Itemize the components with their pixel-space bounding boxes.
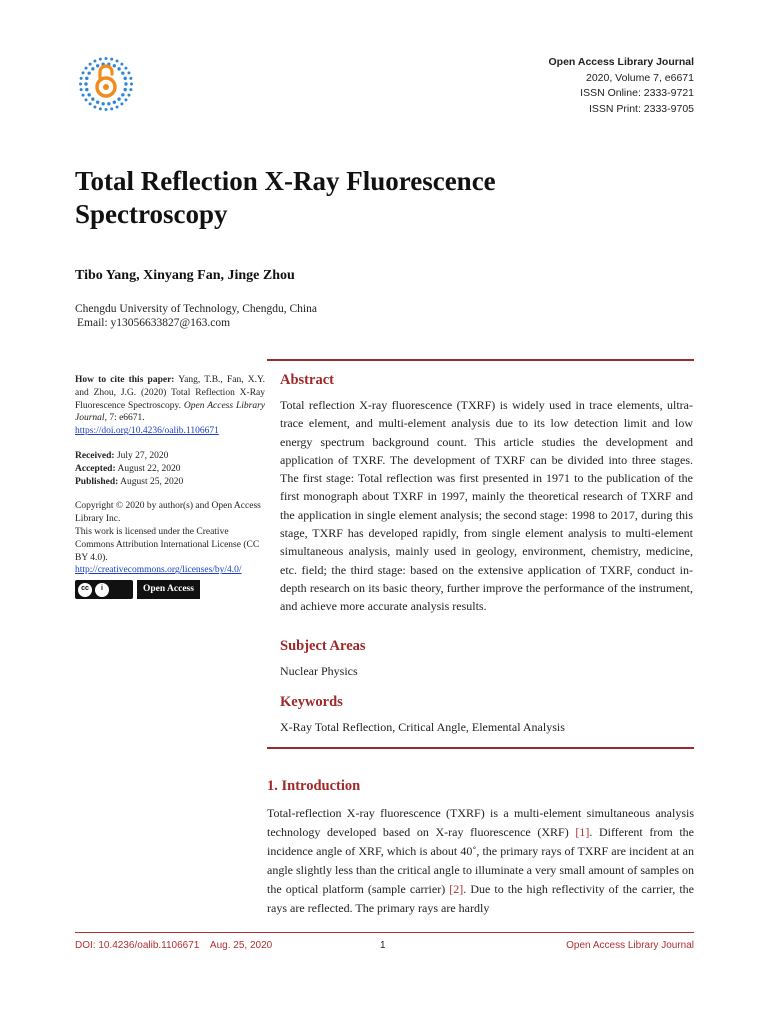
keywords-section — [280, 694, 693, 736]
footer-rule — [75, 932, 694, 933]
logo-dot — [110, 58, 113, 61]
logo-dot — [127, 94, 130, 97]
logo-dot — [87, 93, 90, 96]
logo-dot — [113, 100, 116, 103]
issn-print: ISSN Print: 2333-9705 — [588, 102, 694, 115]
logo-dot — [91, 67, 94, 70]
logo-dot — [99, 107, 102, 110]
license-block — [75, 500, 265, 599]
logo-dot — [105, 108, 108, 111]
logo-dot — [130, 83, 133, 86]
intro-part-1: Total-reflection X-ray fluorescence (TXRF) is a multi-element simultaneous analysis technology developed based on X-ray fluorescence (XRF) — [267, 806, 694, 839]
open-access-badge[interactable]: Open Access — [137, 580, 200, 599]
footer-doi: DOI: 10.4236/oalib.1106671 Aug. 25, 2020 — [75, 940, 273, 951]
paper-title: Total Reflection X-Ray Fluorescence Spectroscopy — [75, 166, 496, 229]
logo-dot — [80, 88, 83, 91]
published-date: August 25, 2020 — [118, 476, 184, 487]
license-link[interactable]: http://creativecommons.org/licenses/by/4.0/ — [75, 565, 242, 576]
logo-dot — [124, 82, 127, 85]
license-badges — [75, 580, 265, 599]
paper-authors: Tibo Yang, Xinyang Fan, Jinge Zhou — [75, 268, 295, 283]
logo-dot — [82, 94, 85, 97]
logo-dot — [85, 77, 88, 80]
logo-dot — [129, 77, 132, 80]
logo-dot — [89, 102, 92, 105]
logo-dot — [101, 102, 104, 105]
subject-areas-text: Nuclear Physics — [280, 664, 358, 678]
open-access-logo — [78, 56, 134, 112]
cite-doi-link[interactable]: https://doi.org/10.4236/oalib.1106671 — [75, 426, 219, 437]
abstract-section — [280, 372, 693, 616]
accepted-label: Accepted: — [75, 463, 116, 474]
logo-dot — [91, 97, 94, 100]
abstract-top-rule — [267, 359, 694, 361]
creative-commons-icon: cc — [78, 583, 92, 597]
keywords-text: X-Ray Total Reflection, Critical Angle, Elemental Analysis — [280, 720, 565, 734]
logo-dot — [80, 77, 83, 80]
logo-dot — [96, 64, 99, 67]
logo-dot — [121, 93, 124, 96]
attribution-icon: i — [95, 583, 109, 597]
cite-issue: , 7: e6671. — [104, 413, 145, 424]
logo-dot — [110, 107, 113, 110]
journal-name: Open Access Library Journal — [548, 56, 694, 68]
subject-areas-section — [280, 638, 693, 680]
logo-dot — [113, 64, 116, 67]
published-label: Published: — [75, 476, 119, 487]
reference-link-2[interactable]: [2] — [449, 882, 464, 896]
journal-meta — [549, 55, 695, 117]
logo-dot — [116, 105, 119, 108]
logo-dot — [127, 71, 130, 74]
abstract-heading: Abstract — [280, 372, 334, 388]
logo-dot — [99, 58, 102, 61]
introduction-text — [267, 804, 694, 918]
cc-by-badge[interactable] — [75, 580, 133, 599]
reference-link-1[interactable]: [1] — [575, 825, 590, 839]
logo-dot — [107, 102, 110, 105]
logo-dot — [129, 88, 132, 91]
citation-block — [75, 374, 265, 438]
issn-online: ISSN Online: 2333-9721 — [580, 87, 694, 99]
paper-affiliation: Chengdu University of Technology, Chengdu, China — [75, 303, 317, 315]
logo-dot — [105, 57, 108, 60]
abstract-text: Total reflection X-ray fluorescence (TXRF) is widely used in trace elements, ultra-trace element, and multi-element analysis due to its low detection limit and low energy spectrum background count. This article studies the development and application of TXRF. The development of TXRF can be divided into three stages. The first stage: Total reflection was first presented in 1971 to the publication of the first monograph about TXRF in 1997, mainly the theoretical research of TXRF and the application in single element analysis; the second stage: 1998 to 2017, during this stage, TXRF has developed rapidly, from single element analysis to multi-element simultaneous analysis, mainly used in geology, environment, chemistry, medicine, etc. field; the third stage: based on the extensive application of TXRF, conduct in-depth research on its basic theory, further improve the performance of the instrument, and achieve more accurate analysis results. — [280, 398, 693, 614]
journal-volume: 2020, Volume 7, e6671 — [585, 71, 694, 84]
received-label: Received: — [75, 450, 115, 461]
logo-dot — [85, 88, 88, 91]
logo-dot — [116, 60, 119, 63]
logo-dot — [123, 77, 126, 80]
intro-part-3: . Due to the high reflectivity of the carrier, the rays are reflected. The primary rays are hardly — [267, 882, 694, 915]
open-access-lock-icon — [78, 56, 134, 112]
logo-dot — [117, 67, 120, 70]
accepted-date: August 22, 2020 — [115, 463, 181, 474]
cite-label: How to cite this paper: — [75, 375, 175, 385]
logo-dot — [84, 82, 87, 85]
logo-dot — [82, 71, 85, 74]
keywords-heading: Keywords — [280, 694, 343, 710]
logo-dot — [93, 105, 96, 108]
dates-block — [75, 450, 265, 488]
logo-dot — [85, 98, 88, 101]
logo-dot — [120, 102, 123, 105]
introduction-heading: 1. Introduction — [267, 778, 361, 794]
logo-dot — [124, 67, 127, 70]
abstract-bottom-rule — [267, 747, 694, 749]
introduction-section — [267, 778, 694, 918]
copyright-text: Copyright © 2020 by author(s) and Open Access Library Inc. — [75, 501, 261, 525]
sidebar — [75, 374, 265, 599]
logo-dot — [120, 63, 123, 66]
cite-journal: Open Access Library Journal — [75, 400, 265, 424]
logo-dot — [123, 88, 126, 91]
footer-journal: Open Access Library Journal — [566, 940, 694, 951]
logo-dot — [93, 60, 96, 63]
logo-dot — [85, 67, 88, 70]
received-date: July 27, 2020 — [114, 450, 169, 461]
logo-dot — [89, 63, 92, 66]
logo-dot — [121, 71, 124, 74]
subject-areas-heading: Subject Areas — [280, 638, 366, 654]
logo-dot — [124, 98, 127, 101]
logo-dot — [87, 71, 90, 74]
paper-email: Email: y13056633827@163.com — [77, 317, 231, 329]
logo-dot — [117, 97, 120, 100]
license-text: This work is licensed under the Creative Commons Attribution International License (CC BY 4.0). — [75, 526, 260, 563]
footer-page-number: 1 — [380, 940, 386, 951]
logo-dot — [96, 100, 99, 103]
intro-part-2: . Different from the incidence angle of XRF, which is about 40˚, the primary rays of TXRF are incident at an angle slightly less than the critical angle to illuminate a very small amount of samples on the optical platform (sample carrier) — [267, 825, 694, 896]
cite-text: Yang, T.B., Fan, X.Y. and Zhou, J.G. (2020) Total Reflection X-Ray Fluorescence Spectroscopy. — [75, 375, 265, 411]
logo-dot — [79, 83, 82, 86]
